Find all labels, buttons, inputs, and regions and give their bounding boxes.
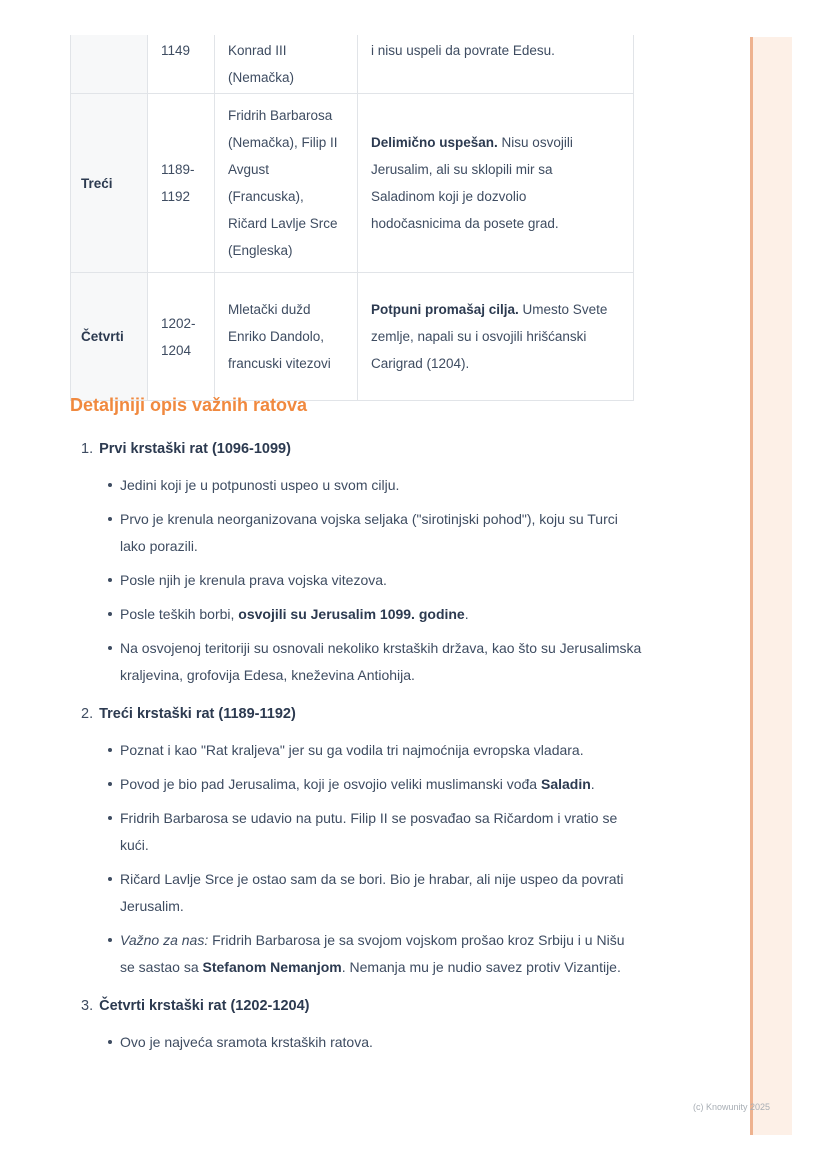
bullet-item (70, 805, 642, 859)
bullet-item (70, 927, 642, 981)
war-title: Treći krstaški rat (1189-1192) (99, 706, 296, 722)
text: Fridrih Barbarosa je sa svojom vojskom prošao kroz Srbiju i u Nišu se sastao sa (120, 932, 625, 975)
bullet-item (70, 601, 642, 628)
war-title: Prvi krstaški rat (1096-1099) (99, 441, 291, 457)
wars-list (70, 438, 642, 1056)
years-cell: 1202-1204 (148, 273, 215, 401)
text: Prvo je krenula neorganizovana vojska seljaka ("sirotinjski pohod"), koju su Turci lako porazili. (120, 511, 618, 554)
bullet-item (70, 635, 642, 689)
text: Posle njih je krenula prava vojska vitezova. (120, 572, 387, 588)
bullet-item (70, 866, 642, 920)
war-title-row (70, 703, 642, 725)
text: Fridrih Barbarosa se udavio na putu. Filip II se posvađao sa Ričardom i vratio se kući. (120, 810, 618, 853)
table-row (71, 94, 634, 273)
text: Posle teških borbi, (120, 606, 239, 622)
bullet-item (70, 567, 642, 594)
war-title-row (70, 438, 642, 460)
page-edge-stripe (750, 37, 792, 1135)
bullet-item (70, 737, 642, 764)
crusade-name-cell: Četvrti (71, 273, 148, 401)
crusades-table-wrap (70, 35, 633, 401)
war-bullet-list (70, 1029, 642, 1056)
bold-text: Delimično uspešan. (371, 135, 498, 150)
text: Jedini koji je u potpunosti uspeo u svom cilju. (120, 477, 400, 493)
text: Poznat i kao "Rat kraljeva" jer su ga vodila tri najmoćnija evropska vladara. (120, 742, 584, 758)
bullet-item (70, 1029, 642, 1056)
detail-section (70, 394, 642, 1070)
outcome-cell (358, 273, 634, 401)
years-cell: 1149 (148, 35, 215, 94)
outcome-cell (358, 35, 634, 94)
war-title: Četvrti krstaški rat (1202-1204) (99, 998, 310, 1014)
bullet-item (70, 771, 642, 798)
leaders-cell: Konrad III (Nemačka) (215, 35, 358, 94)
italic-text: Važno za nas: (120, 932, 209, 948)
war-bullet-list (70, 472, 642, 689)
outcome-cell (358, 94, 634, 273)
bold-text: osvojili su Jerusalim 1099. godine (238, 606, 465, 622)
war-number: 2. (81, 706, 94, 722)
text: i nisu uspeli da povrate Edesu. (371, 43, 555, 58)
war-title-row (70, 995, 642, 1017)
section-heading: Detaljniji opis važnih ratova (70, 395, 308, 415)
table-row (71, 35, 634, 94)
war-bullet-list (70, 737, 642, 981)
war-item (70, 703, 642, 981)
text: . (590, 776, 595, 792)
bold-text: Potpuni promašaj cilja. (371, 302, 519, 317)
text: . (464, 606, 469, 622)
bullet-item (70, 506, 642, 560)
text: Na osvojenoj teritoriji su osnovali nekoliko krstaških država, kao što su Jerusalimska kraljevina, grofovija Edesa, kneževina Antiohija. (120, 640, 642, 683)
table-row (71, 273, 634, 401)
crusade-name-cell (71, 35, 148, 94)
text: Povod je bio pad Jerusalima, koji je osvojio veliki muslimanski vođa (120, 776, 541, 792)
text: Umesto Svete zemlje, napali su i osvojili hrišćanski Carigrad (1204). (371, 302, 608, 371)
war-number: 3. (81, 998, 94, 1014)
footer-credit: (c) Knowunity 2025 (693, 1102, 771, 1112)
years-cell: 1189-1192 (148, 94, 215, 273)
bold-text: Saladin (540, 776, 591, 792)
text: . Nemanja mu je nudio savez protiv Vizantije. (341, 959, 621, 975)
crusade-name-cell: Treći (71, 94, 148, 273)
war-item (70, 995, 642, 1056)
crusades-table (70, 35, 634, 401)
bold-text: Stefanom Nemanjom (202, 959, 342, 975)
text: Ovo je najveća sramota krstaških ratova. (120, 1034, 373, 1050)
text: Nisu osvojili Jerusalim, ali su sklopili mir sa Saladinom koji je dozvolio hodočasnicima da posete grad. (371, 135, 573, 231)
bullet-item (70, 472, 642, 499)
leaders-cell: Mletački dužd Enriko Dandolo, francuski vitezovi (215, 273, 358, 401)
war-number: 1. (81, 441, 94, 457)
text: Ričard Lavlje Srce je ostao sam da se bori. Bio je hrabar, ali nije uspeo da povrati Jerusalim. (120, 871, 624, 914)
leaders-cell: Fridrih Barbarosa (Nemačka), Filip II Avgust (Francuska), Ričard Lavlje Srce (Engleska) (215, 94, 358, 273)
war-item (70, 438, 642, 689)
